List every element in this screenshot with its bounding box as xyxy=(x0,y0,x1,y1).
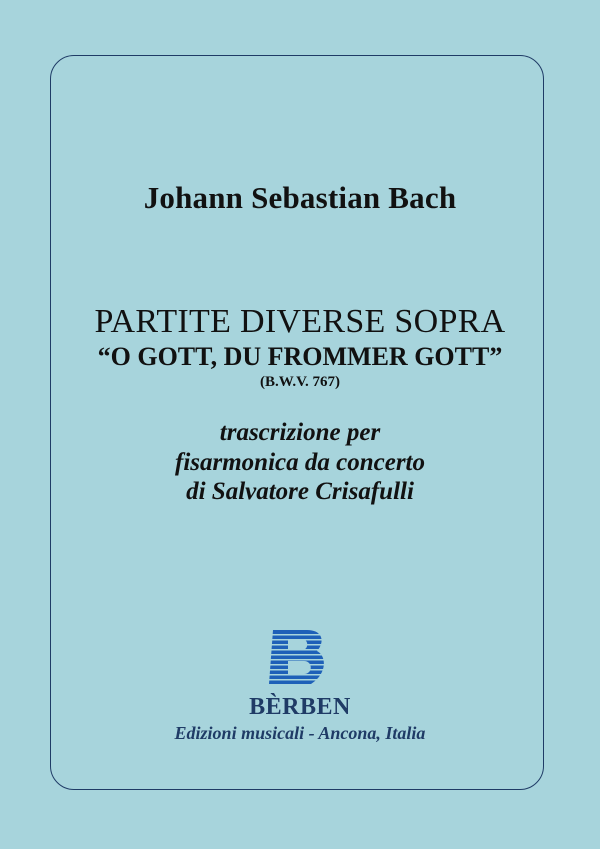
subtitle-line-2: fisarmonica da concerto xyxy=(175,448,425,476)
subtitle-line-1: trascrizione per xyxy=(219,419,381,446)
arrangement-subtitle xyxy=(0,418,600,507)
publisher-name: BÈRBEN xyxy=(249,694,351,720)
publisher-tagline: Edizioni musicali - Ancona, Italia xyxy=(174,723,426,743)
title-block xyxy=(0,304,600,391)
composer-name: Johann Sebastian Bach xyxy=(143,180,457,215)
title-line-1: PARTITE DIVERSE SOPRA xyxy=(94,303,506,340)
title-line-2: “O GOTT, DU FROMMER GOTT” xyxy=(97,342,503,371)
subtitle-line-3: di Salvatore Crisafulli xyxy=(186,478,414,505)
berben-b-logo-icon xyxy=(269,630,329,684)
catalog-number: (B.W.V. 767) xyxy=(259,374,341,390)
